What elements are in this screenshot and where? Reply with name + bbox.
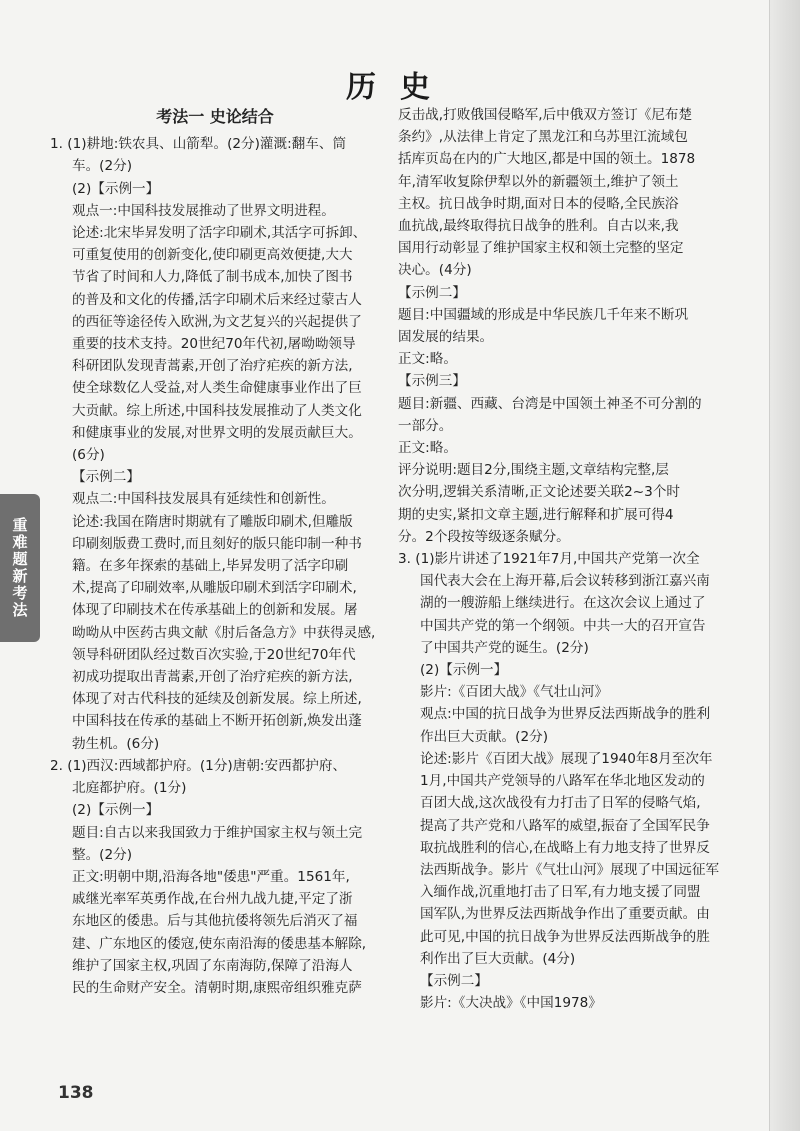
text-line: 利作出了巨大贡献。(4分) [420, 950, 576, 967]
text-line: 印刷刻版费工费时,而且刻好的版只能印制一种书 [72, 535, 362, 552]
text-line: (2)【示例一】 [72, 180, 160, 197]
text-line: 题目:新疆、西藏、台湾是中国领土神圣不可分割的 [398, 395, 702, 412]
text-line: 百团大战,这次战役有力打击了日军的侵略气焰, [420, 795, 701, 812]
text-line: (6分) [72, 447, 105, 464]
text-line: 勃生机。(6分) [72, 735, 160, 752]
text-line: 正文:略。 [398, 440, 457, 457]
text-line: 入缅作战,沉重地打击了日军,有力地支援了同盟 [420, 884, 701, 901]
text-line: 的普及和文化的传播,活字印刷术后来经过蒙古人 [72, 291, 362, 308]
text-line: 提高了共产党和八路军的威望,振奋了全国军民争 [420, 817, 710, 834]
page-title: 历史 [346, 70, 454, 105]
text-line: 条约》,从法律上肯定了黑龙江和乌苏里江流域包 [398, 129, 688, 146]
text-line: 东地区的倭患。后与其他抗倭将领先后消灭了福 [72, 913, 358, 930]
text-line: 术,提高了印刷效率,从雕版印刷术到活字印刷术, [72, 580, 357, 597]
text-line: 论述:影片《百团大战》展现了1940年8月至次年 [420, 750, 713, 767]
text-line: (2)【示例一】 [420, 662, 508, 679]
text-line: 籍。在多年探索的基础上,毕昇发明了活字印刷 [72, 558, 349, 575]
text-line: (2)【示例一】 [72, 802, 160, 819]
text-line: 反击战,打败俄国侵略军,后中俄双方签订《尼布楚 [398, 107, 693, 123]
text-line: 影片:《大决战》《中国1978》 [420, 995, 602, 1012]
text-line: 可重复使用的创新变化,使印刷更高效便捷,大大 [72, 247, 353, 264]
text-line: 体现了对古代科技的延续及创新发展。综上所述, [72, 691, 362, 708]
text-line: 期的史实,紧扣文章主题,进行解释和扩展可得4 [398, 506, 674, 523]
text-line: 固发展的结果。 [398, 329, 494, 346]
text-line: 使全球数亿人受益,对人类生命健康事业作出了巨 [72, 380, 362, 397]
text-line: 此可见,中国的抗日战争为世界反法西斯战争的胜 [420, 928, 710, 945]
text-line: 北庭都护府。(1分) [72, 780, 187, 797]
text-line: 影片:《百团大战》《气壮山河》 [420, 684, 609, 701]
text-line: 3. (1)影片讲述了1921年7月,中国共产党第一次全 [398, 551, 700, 568]
text-line: 血抗战,最终取得抗日战争的胜利。自古以来,我 [398, 218, 679, 235]
text-line: 正文:略。 [398, 351, 457, 368]
text-line: 括库页岛在内的广大地区,都是中国的领土。1878 [398, 151, 696, 168]
left-column [50, 104, 380, 999]
text-line: 湖的一艘游船上继续进行。在这次会议上通过了 [420, 595, 706, 612]
text-line: 分。2个段按等级逐条赋分。 [398, 528, 570, 545]
text-line: 取抗战胜利的信心,在战略上有力地支持了世界反 [420, 839, 710, 856]
text-line: 国军队,为世界反法西斯战争作出了重要贡献。由 [420, 906, 710, 923]
text-line: 科研团队发现青蒿素,开创了治疗疟疾的新方法, [72, 358, 353, 375]
text-line: 中国共产党的第一个纲领。中共一大的召开宣告 [420, 617, 706, 634]
right-column [398, 104, 738, 1014]
text-line: 节省了时间和人力,降低了制书成本,加快了图书 [72, 269, 353, 286]
text-line: 整。(2分) [72, 846, 133, 863]
text-line: 国代表大会在上海开幕,后会议转移到浙江嘉兴南 [420, 573, 710, 590]
text-line: 观点:中国的抗日战争为世界反法西斯战争的胜利 [420, 706, 711, 723]
text-line: 年,清军收复除伊犁以外的新疆领土,维护了领土 [398, 173, 679, 190]
page-edge [769, 0, 800, 1131]
text-line: 体现了印刷技术在传承基础上的创新和发展。屠 [72, 602, 358, 619]
text-line: 重要的技术支持。20世纪70年代初,屠呦呦领导 [72, 336, 356, 353]
section-heading: 考法一 史论结合 [156, 107, 274, 126]
page-number: 138 [58, 1083, 94, 1103]
text-line: 【示例三】 [398, 373, 466, 390]
text-line: 题目:自古以来我国致力于维护国家主权与领土完 [72, 824, 363, 841]
text-line: 主权。抗日战争时期,面对日本的侵略,全民族浴 [398, 195, 679, 212]
text-line: 和健康事业的发展,对世界文明的发展贡献巨大。 [72, 424, 362, 441]
text-line: 1月,中国共产党领导的八路军在华北地区发动的 [420, 773, 705, 790]
text-line: 作出巨大贡献。(2分) [420, 728, 549, 745]
text-line: 正文:明朝中期,沿海各地"倭患"严重。1561年, [72, 868, 350, 885]
text-line: 领导科研团队经过数百次实验,于20世纪70年代 [72, 646, 356, 663]
text-line: 法西斯战争。影片《气壮山河》展现了中国远征军 [420, 861, 720, 878]
text-line: 呦呦从中医药古典文献《肘后备急方》中获得灵感, [72, 624, 376, 641]
text-line: 一部分。 [398, 417, 453, 434]
text-line: 次分明,逻辑关系清晰,正文论述要关联2~3个时 [398, 484, 681, 501]
side-tab: 重难题新考法 [0, 494, 40, 642]
text-line: 民的生命财产安全。清朝时期,康熙帝组织雅克萨 [72, 979, 362, 996]
text-line: 题目:中国疆域的形成是中华民族几千年来不断巩 [398, 306, 689, 323]
text-line: 观点一:中国科技发展推动了世界文明进程。 [72, 202, 335, 219]
text-line: 【示例二】 [72, 469, 140, 486]
text-line: 观点二:中国科技发展具有延续性和创新性。 [72, 491, 335, 508]
text-line: 论述:北宋毕昇发明了活字印刷术,其活字可拆卸、 [72, 225, 367, 242]
text-line: 【示例二】 [398, 284, 466, 301]
text-line: 【示例二】 [420, 972, 488, 989]
text-line: 了中国共产党的诞生。(2分) [420, 639, 589, 656]
text-line: 的西征等途径传入欧洲,为文艺复兴的兴起提供了 [72, 313, 362, 330]
text-line: 决心。(4分) [398, 262, 472, 279]
text-line: 大贡献。综上所述,中国科技发展推动了人类文化 [72, 402, 362, 419]
text-line: 2. (1)西汉:西域都护府。(1分)唐朝:安西都护府、 [50, 757, 347, 774]
text-line: 中国科技在传承的基础上不断开拓创新,焕发出蓬 [72, 713, 362, 730]
text-line: 论述:我国在隋唐时期就有了雕版印刷术,但雕版 [72, 513, 353, 530]
text-line: 车。(2分) [72, 158, 133, 175]
text-line: 初成功提取出青蒿素,开创了治疗疟疾的新方法, [72, 669, 353, 686]
text-line: 戚继光率军英勇作战,在台州九战九捷,平定了浙 [72, 891, 353, 908]
text-line: 1. (1)耕地:铁农具、山箭犁。(2分)灌溉:翻车、筒 [50, 136, 347, 153]
text-line: 评分说明:题目2分,围绕主题,文章结构完整,层 [398, 462, 669, 479]
text-line: 维护了国家主权,巩固了东南海防,保障了沿海人 [72, 957, 353, 974]
text-line: 建、广东地区的倭寇,使东南沿海的倭患基本解除, [72, 935, 367, 952]
text-line: 国用行动彰显了维护国家主权和领土完整的坚定 [398, 240, 684, 257]
